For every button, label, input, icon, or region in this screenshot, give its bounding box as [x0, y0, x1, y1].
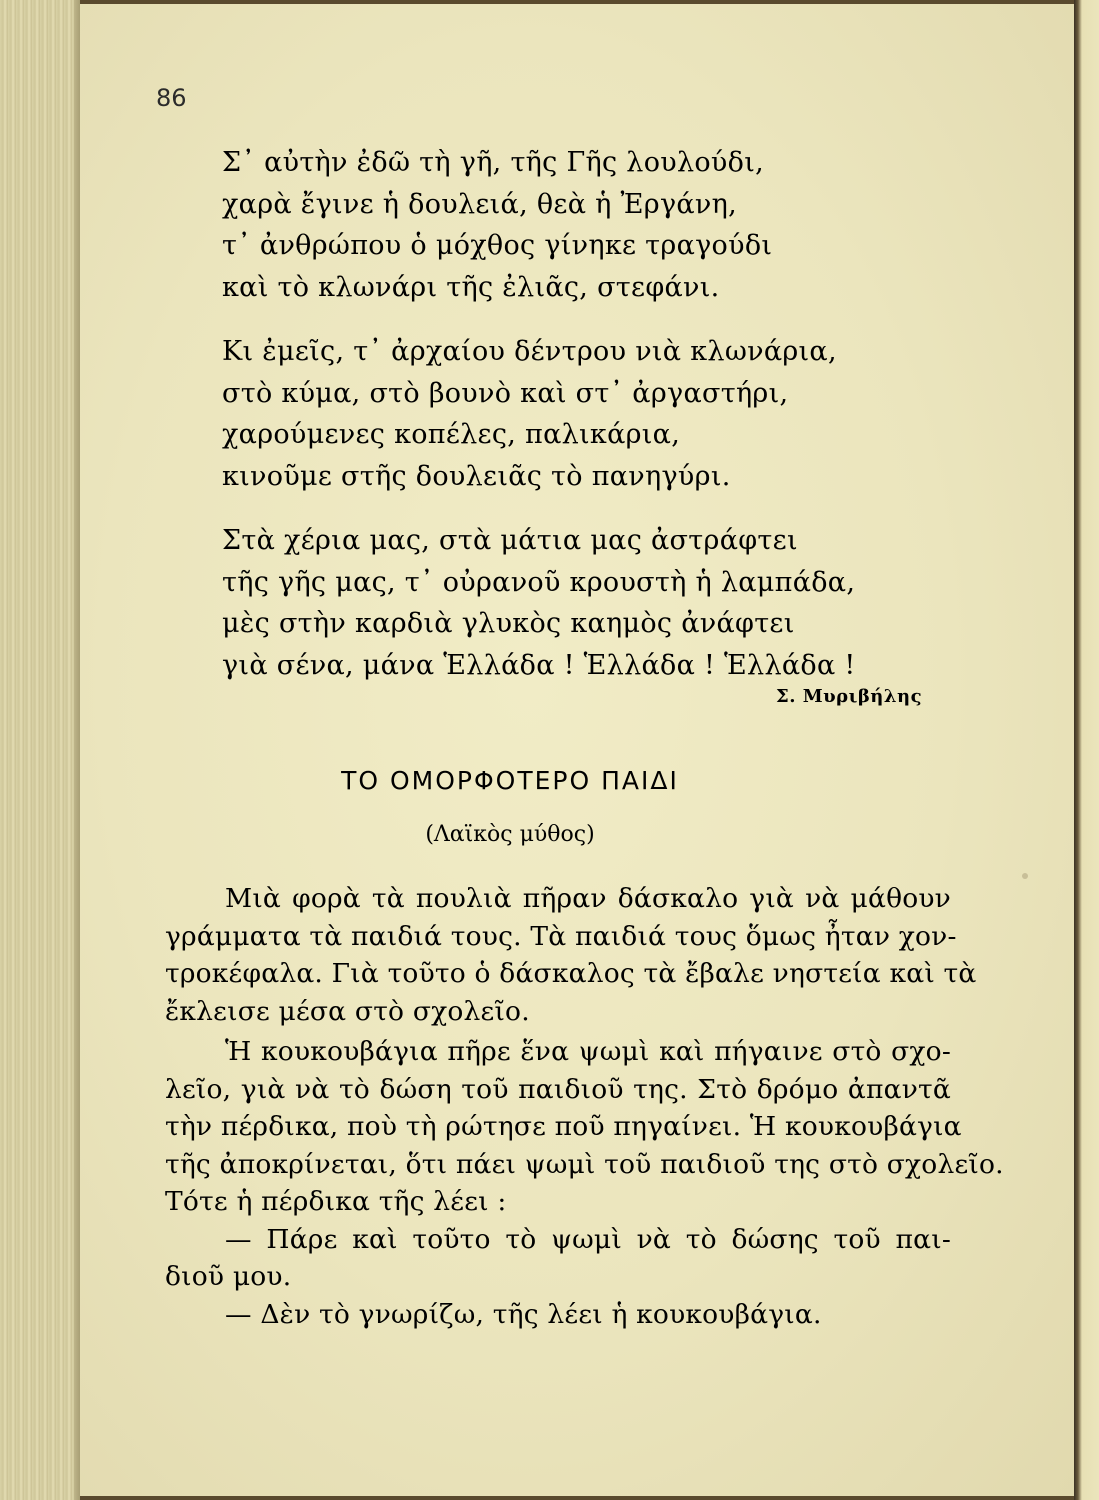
paragraph-line: γράμματα τὰ παιδιά τους. Τὰ παιδιά τους ὅμως ἦταν χον- — [165, 920, 957, 952]
story-subtitle: (Λαϊκὸς μύθος) — [425, 822, 595, 847]
verse-line: Στὰ χέρια μας, στὰ μάτια μας ἀστράφτει — [222, 525, 798, 556]
paragraph-line: Ἡ κουκουβάγια πῆρε ἕνα ψωμὶ καὶ πήγαινε στὸ σχο- — [225, 1036, 951, 1067]
verse-line: γιὰ σένα, μάνα Ἑλλάδα ! Ἑλλάδα ! Ἑλλάδα ! — [222, 649, 856, 681]
paragraph-line: Τότε ἡ πέρδικα τῆς λέει : — [165, 1186, 507, 1217]
paragraph-line: διοῦ μου. — [165, 1261, 292, 1292]
paper-speck — [1022, 873, 1028, 879]
dialogue-line: — Πάρε καὶ τοῦτο τὸ ψωμὶ νὰ τὸ δώσης τοῦ παι- — [225, 1223, 951, 1255]
verse-line: μὲς στὴν καρδιὰ γλυκὸς καημὸς ἀνάφτει — [222, 608, 795, 639]
verse-line: καὶ τὸ κλωνάρι τῆς ἐλιᾶς, στεφάνι. — [222, 271, 720, 303]
story-title: ΤΟ ΟΜΟΡΦΟΤΕΡΟ ΠΑΙΔΙ — [341, 766, 679, 795]
page-edges — [0, 0, 80, 1500]
paragraph-line: Μιὰ φορὰ τὰ πουλιὰ πῆραν δάσκαλο γιὰ νὰ μάθουν — [225, 883, 951, 914]
page-number: 86 — [156, 84, 187, 112]
poem-stanza-3 — [222, 520, 942, 686]
verse-line: κινοῦμε στῆς δουλειᾶς τὸ πανηγύρι. — [222, 460, 731, 492]
poem-stanza-1 — [222, 142, 942, 308]
story-text — [165, 880, 1004, 1333]
paragraph-line: τροκέφαλα. Γιὰ τοῦτο ὁ δάσκαλος τὰ ἔβαλε νηστεία καὶ τὰ — [165, 958, 977, 989]
paragraph-line: τῆς ἀποκρίνεται, ὅτι πάει ψωμὶ τοῦ παιδιοῦ της στὸ σχολεῖο. — [165, 1148, 1004, 1180]
verse-line: Σ᾽ αὐτὴν ἐδῶ τὴ γῆ, τῆς Γῆς λουλούδι, — [222, 147, 764, 178]
verse-line: χαρούμενες κοπέλες, παλικάρια, — [222, 419, 681, 450]
poem-stanza-2 — [222, 331, 942, 497]
verse-line: χαρὰ ἔγινε ἡ δουλειά, θεὰ ἡ Ἐργάνη, — [222, 188, 738, 220]
poem — [222, 142, 942, 709]
paragraph-line: τὴν πέρδικα, ποὺ τὴ ρώτησε ποῦ πηγαίνει. Ἡ κουκουβάγια — [165, 1111, 962, 1142]
paragraph-line: λεῖο, γιὰ νὰ τὸ δώση τοῦ παιδιοῦ της. Στὸ δρόμο ἀπαντᾶ — [165, 1073, 951, 1105]
verse-line: τῆς γῆς μας, τ᾽ οὐρανοῦ κρουστὴ ἡ λαμπάδα, — [222, 566, 856, 598]
verse-line: τ᾽ ἀνθρώπου ὁ μόχθος γίνηκε τραγούδι — [222, 230, 773, 261]
verse-line: Κι ἐμεῖς, τ᾽ ἀρχαίου δέντρου νιὰ κλωνάρια, — [222, 336, 837, 367]
paragraph-line: ἔκλεισε μέσα στὸ σχολεῖο. — [165, 995, 530, 1027]
poem-author: Σ. Μυριβήλης — [776, 686, 923, 707]
facing-page-edge — [1074, 0, 1099, 1500]
verse-line: στὸ κύμα, στὸ βουνὸ καὶ στ᾽ ἀργαστήρι, — [222, 377, 789, 409]
dialogue-line: — Δὲν τὸ γνωρίζω, τῆς λέει ἡ κουκουβάγια. — [225, 1298, 822, 1330]
